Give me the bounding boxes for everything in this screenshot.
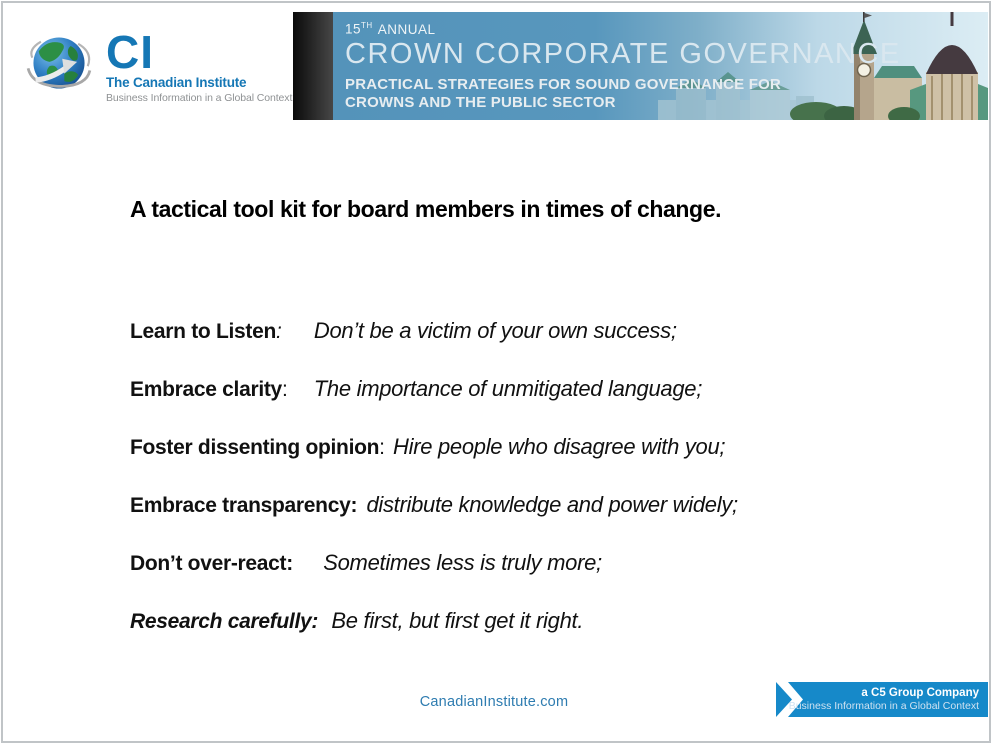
ribbon-company-line: a C5 Group Company [861,687,979,699]
list-item-research-carefully [130,606,738,636]
banner-annual-line [345,21,988,37]
canadian-institute-logo [26,28,292,104]
c5-group-ribbon [776,682,988,717]
logo-initials: CI [106,26,154,78]
slide-heading: A tactical tool kit for board members in times of change. [130,196,722,222]
item-phrase: distribute knowledge and power widely; [366,492,738,517]
list-item-learn-to-listen [130,316,738,346]
list-item-foster-dissenting-opinion [130,432,738,462]
item-phrase: Hire people who disagree with you; [393,434,726,459]
item-colon: : [350,494,358,517]
banner-copy [333,12,988,112]
item-label: Embrace transparency [130,494,351,517]
annual-word: ANNUAL [377,21,436,37]
item-label: Research carefully [130,610,312,633]
website-link[interactable]: CanadianInstitute.com [419,694,569,710]
logo-company-name: The Canadian Institute [106,75,247,90]
item-phrase: Be first, but first get it right. [331,608,584,633]
item-label: Embrace clarity [130,378,282,401]
list-item-dont-over-react [130,548,738,578]
item-phrase: The importance of unmitigated language; [313,376,703,401]
item-phrase: Don’t be a victim of your own success; [313,318,677,343]
item-colon: : [311,610,319,633]
banner-title: CROWN CORPORATE GOVERNANCE [345,37,901,70]
item-colon: : [276,320,282,343]
item-colon: : [286,552,294,575]
logo-tagline: Business Information in a Global Context [106,92,293,104]
item-label: Don’t over-react [130,552,287,575]
ribbon-tagline-line: Business Information in a Global Context [788,700,979,712]
banner-subtitle-line1: PRACTICAL STRATEGIES FOR SOUND GOVERNANCE FOR [345,75,781,93]
banner-subtitle-line2: CROWNS AND THE PUBLIC SECTOR [345,93,616,111]
event-banner [293,12,988,120]
list-item-embrace-transparency [130,490,738,520]
list-item-embrace-clarity [130,374,738,404]
ribbon-text-block [789,682,979,717]
banner-main [333,12,988,120]
globe-icon [26,30,92,96]
toolkit-list [130,316,738,664]
item-phrase: Sometimes less is truly more; [323,550,602,575]
banner-black-stripe [293,12,333,120]
banner-subtitle [345,76,988,113]
item-label: Learn to Listen [130,320,277,343]
logo-text-block [106,28,292,104]
item-colon: : [281,378,288,401]
item-label: Foster dissenting opinion [130,436,380,459]
item-colon: : [379,436,386,459]
annual-number: 15 [345,21,362,37]
annual-ordinal: TH [361,21,373,30]
